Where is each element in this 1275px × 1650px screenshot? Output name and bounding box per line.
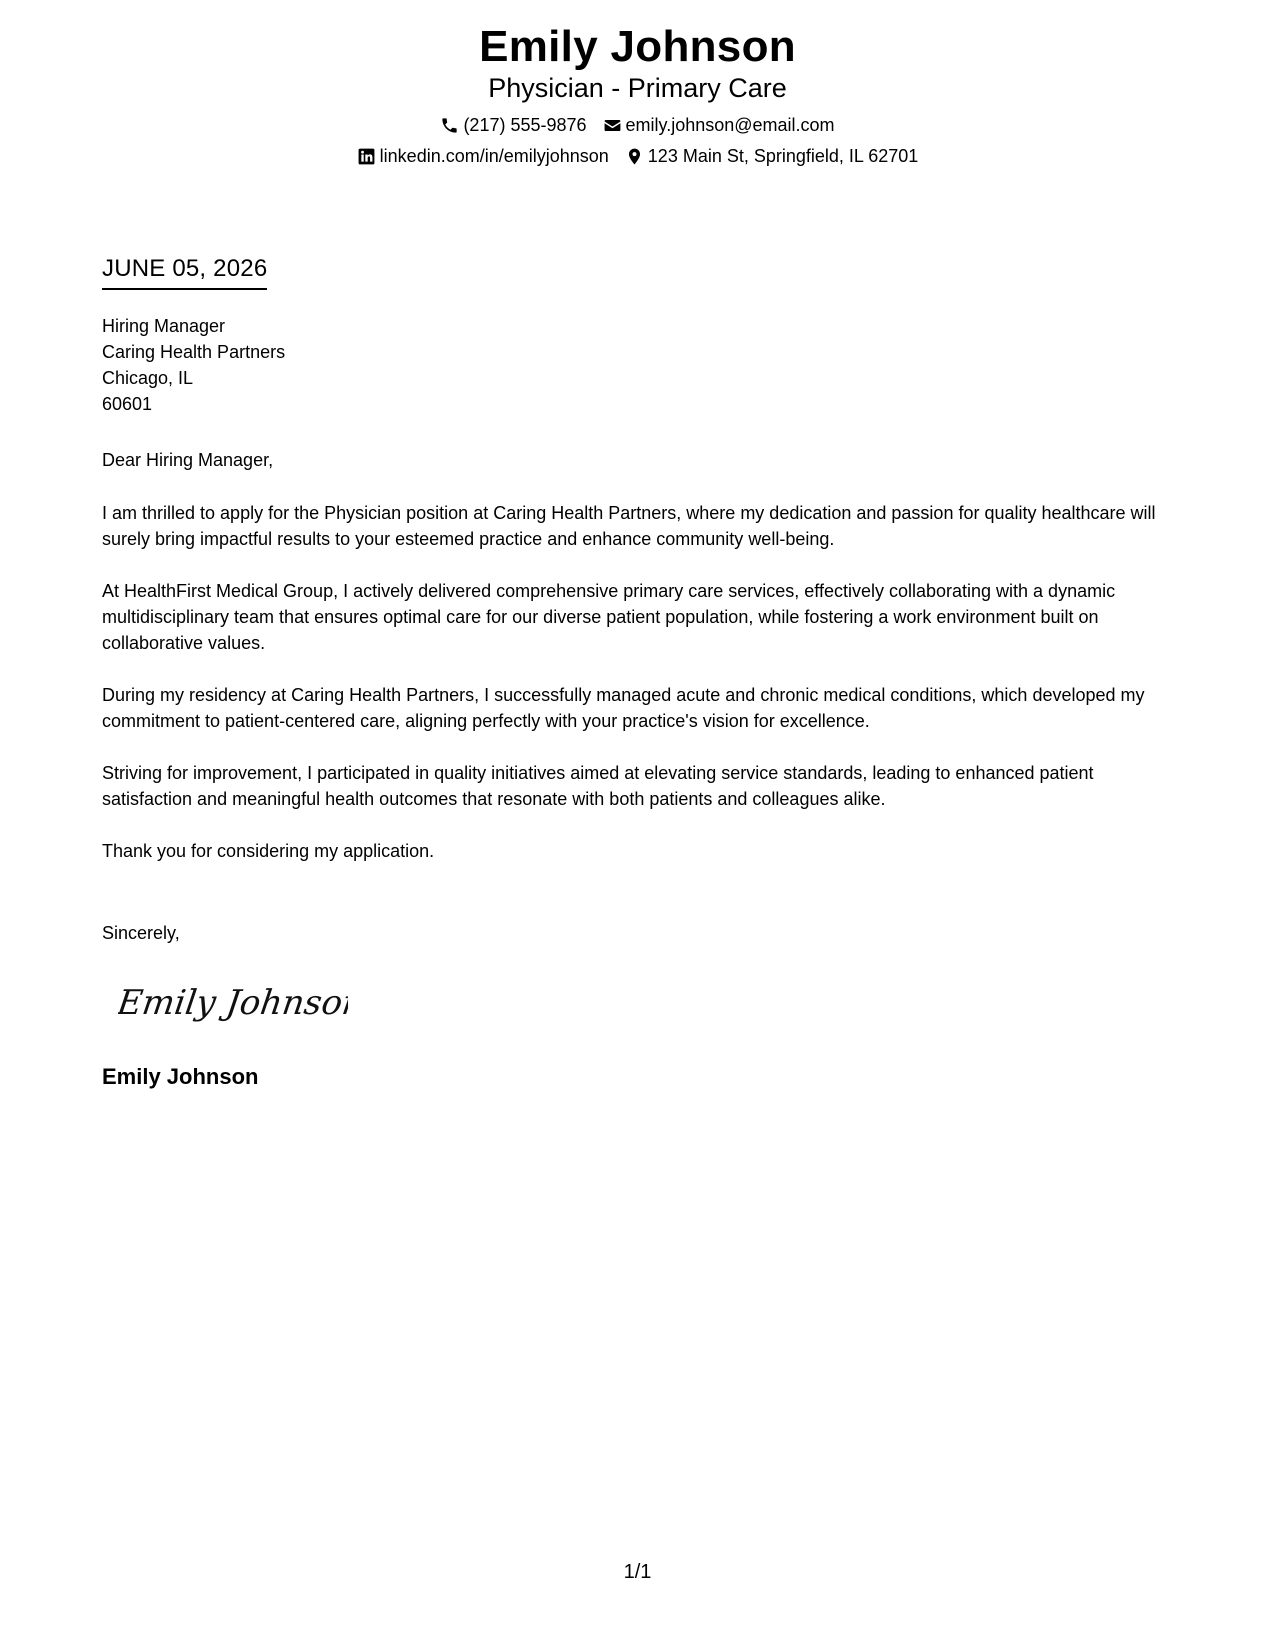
letter-header — [0, 22, 1275, 167]
linkedin-contact[interactable] — [357, 145, 609, 167]
body-paragraph: I am thrilled to apply for the Physician position at Caring Health Partners, where my dedication and passion for quality healthcare will surely bring impactful results to your esteemed practice and enhance community well-being. — [102, 503, 1156, 549]
phone-icon — [440, 116, 459, 135]
address-contact — [625, 145, 919, 167]
salutation: Dear Hiring Manager, — [102, 450, 274, 470]
page-number: 1/1 — [623, 1561, 652, 1583]
envelope-icon — [603, 116, 622, 135]
email-text[interactable]: emily.johnson@email.com — [625, 115, 835, 135]
recipient-line: 60601 — [102, 394, 153, 414]
contact-row-1 — [0, 114, 1275, 136]
signature-glyphs: Emily Johnson — [118, 983, 348, 1023]
recipient-line: Hiring Manager — [102, 316, 226, 336]
phone-text: (217) 555-9876 — [463, 115, 587, 135]
applicant-name: Emily Johnson — [479, 22, 796, 71]
body-paragraph: Thank you for considering my application. — [102, 841, 435, 861]
linkedin-text[interactable]: linkedin.com/in/emilyjohnson — [379, 146, 609, 166]
body-paragraph: Striving for improvement, I participated in quality initiatives aimed at elevating service standards, leading to enhanced patient satisfaction and meaningful health outcomes that resonate with both patients and colleagues alike. — [102, 763, 1094, 809]
email-contact[interactable] — [603, 114, 835, 136]
recipient-address — [102, 313, 1182, 417]
date-block — [102, 254, 267, 290]
map-marker-icon — [625, 147, 644, 166]
body-paragraph: During my residency at Caring Health Partners, I successfully managed acute and chronic medical conditions, which developed my commitment to patient-centered care, aligning perfectly with your practice's vision for excellence. — [102, 685, 1145, 731]
letter-date: JUNE 05, 2026 — [102, 254, 267, 290]
recipient-line: Chicago, IL — [102, 368, 194, 388]
signer-name: Emily Johnson — [102, 1064, 259, 1089]
handwritten-signature — [118, 972, 348, 1032]
phone-contact — [440, 114, 586, 136]
signature-image — [118, 972, 348, 1032]
job-title: Physician - Primary Care — [488, 73, 787, 103]
closing: Sincerely, — [102, 923, 180, 943]
address-text: 123 Main St, Springfield, IL 62701 — [647, 146, 919, 166]
linkedin-icon — [357, 147, 376, 166]
contact-row-2 — [0, 145, 1275, 167]
letter-body — [102, 500, 1182, 890]
body-paragraph: At HealthFirst Medical Group, I actively delivered comprehensive primary care services, effectively collaborating with a dynamic multidisciplinary team that ensures optimal care for our diverse patient population, while fostering a work environment built on collaborative values. — [102, 581, 1116, 653]
recipient-line: Caring Health Partners — [102, 342, 286, 362]
